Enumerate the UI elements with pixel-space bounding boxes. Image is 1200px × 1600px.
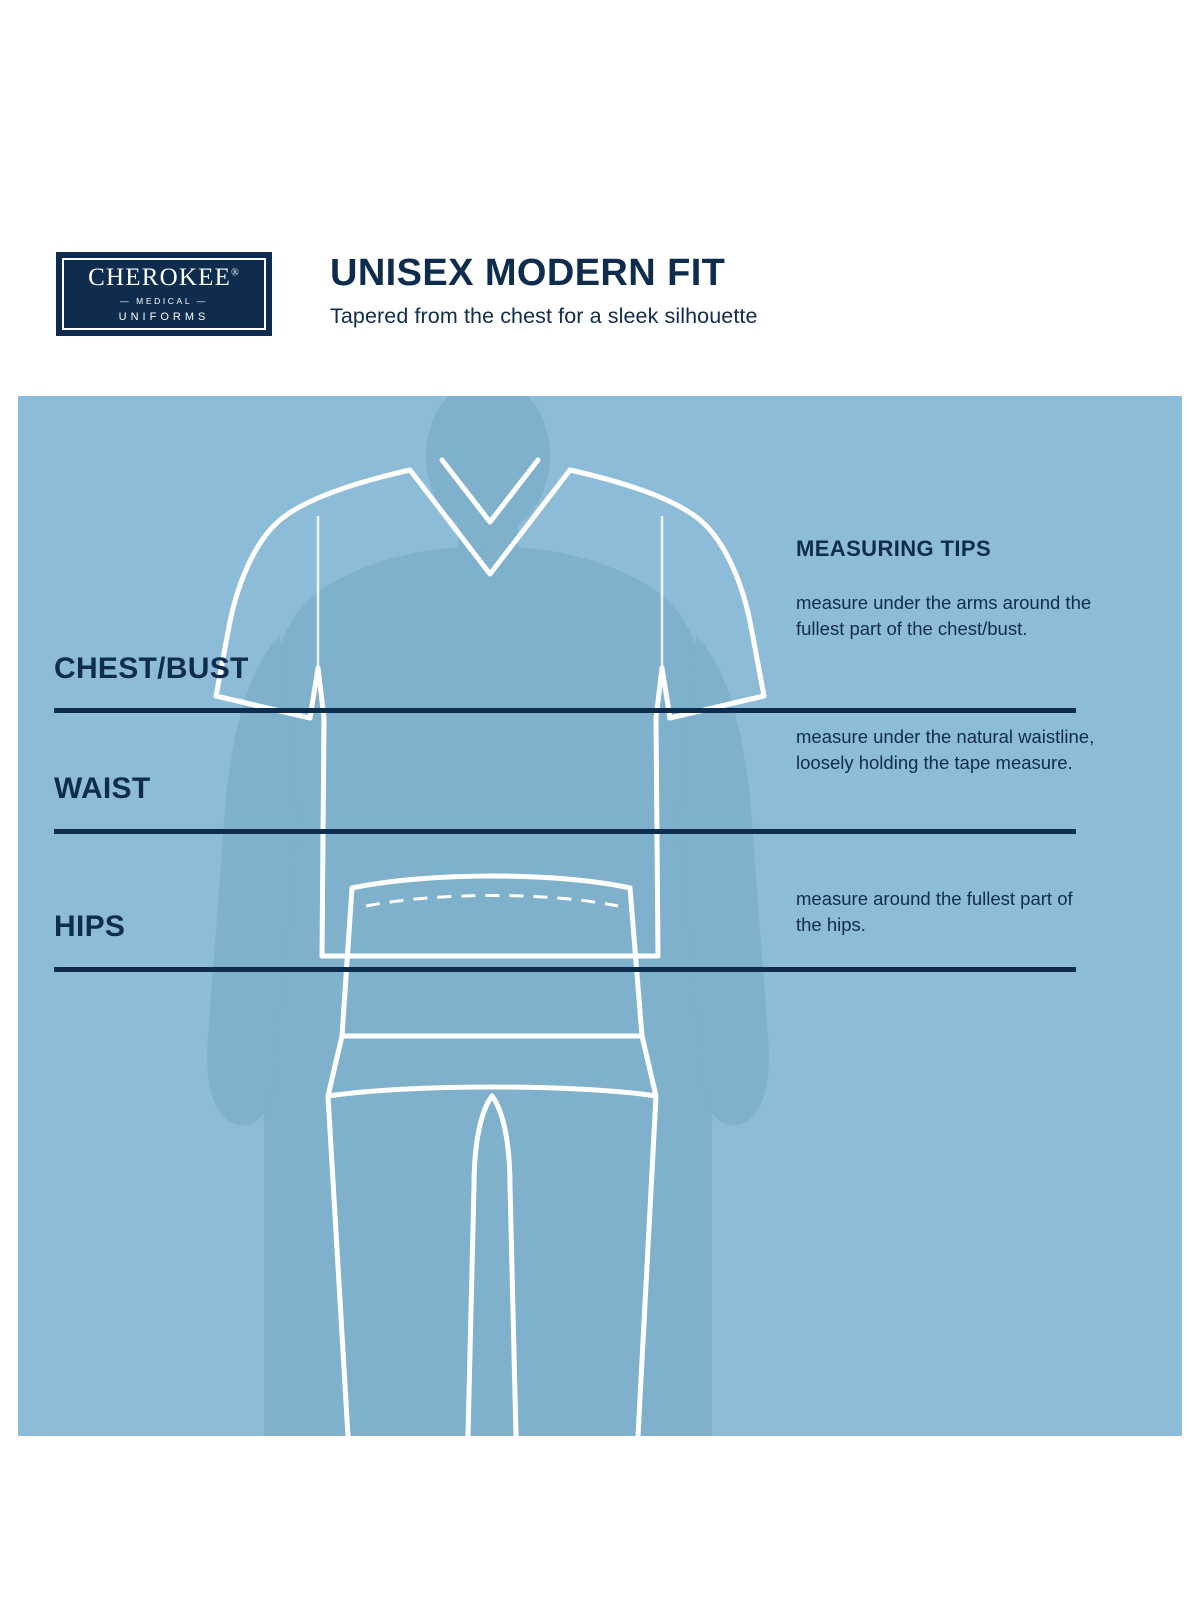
measuring-tip-waist: measure under the natural waistline, loosely holding the tape measure. xyxy=(796,726,1095,773)
page-subtitle: Tapered from the chest for a sleek silhouette xyxy=(330,303,758,328)
measurement-label-chest: CHEST/BUST xyxy=(54,652,249,685)
header xyxy=(0,218,1200,358)
measurement-line-waist xyxy=(54,829,1076,834)
measuring-tips-title: MEASURING TIPS xyxy=(796,536,992,561)
page-title: UNISEX MODERN FIT xyxy=(330,252,726,294)
brand-name xyxy=(88,265,240,290)
body-silhouette xyxy=(207,396,769,1436)
brand-tagline-uniforms: UNIFORMS xyxy=(118,311,210,323)
fit-diagram-panel xyxy=(18,396,1182,1436)
brand-tagline-medical: — MEDICAL — xyxy=(120,296,208,306)
brand-logo-frame xyxy=(62,258,266,330)
measuring-tip-chest: measure under the arms around the fullest part of the chest/bust. xyxy=(796,592,1092,639)
measurement-label-hips: HIPS xyxy=(54,910,126,943)
brand-logo xyxy=(56,252,272,336)
title-block xyxy=(330,254,758,329)
measurement-line-chest xyxy=(54,708,1076,713)
measurement-line-hips xyxy=(54,967,1076,972)
measuring-tip-hips: measure around the fullest part of the hips. xyxy=(796,888,1073,935)
brand-name-text: CHEROKEE xyxy=(88,264,232,291)
measurement-label-waist: WAIST xyxy=(54,772,151,805)
registered-mark-icon: ® xyxy=(231,267,240,279)
measuring-tips-heading-block xyxy=(796,536,1096,572)
